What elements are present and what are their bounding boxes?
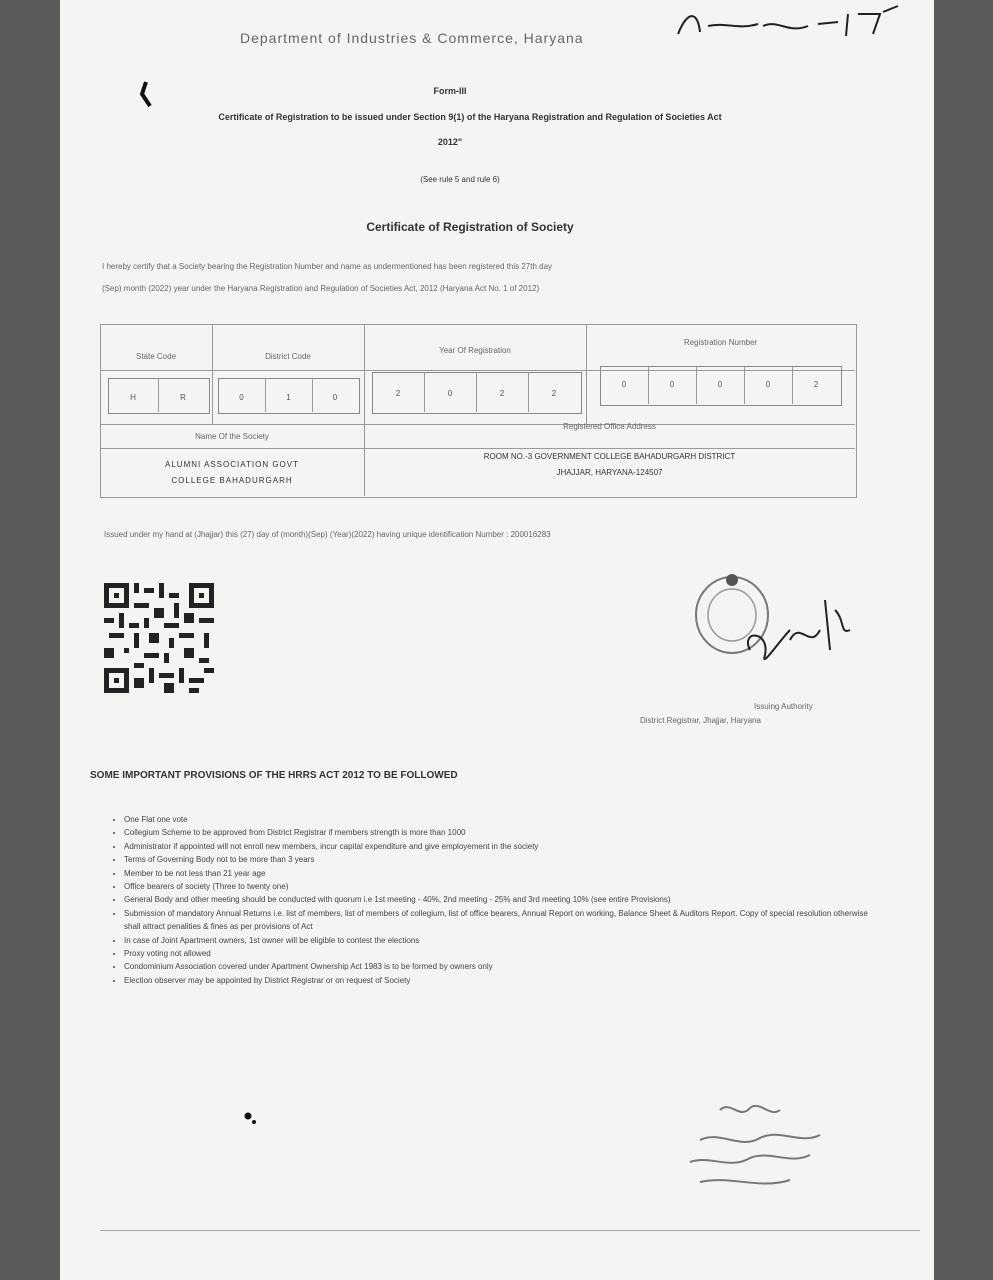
list-item: • One Flat one vote	[124, 813, 884, 826]
issued-line: Issued under my hand at (Jhajjar) this (27) day of (month)(Sep) (Year)(2022) having unique identification Number : 200016283	[104, 530, 551, 539]
office-address-line1: ROOM NO.-3 GOVERNMENT COLLEGE BAHADURGARH DISTRICT	[483, 452, 736, 461]
department-header: Department of Industries & Commerce, Haryana	[240, 30, 584, 46]
issuing-authority-role: Issuing Authority	[754, 702, 813, 711]
ink-mark-icon	[136, 80, 156, 110]
year-digit: 2	[395, 389, 401, 398]
certificate-section-title-line1: Certificate of Registration to be issued under Section 9(1) of the Haryana Registration and Regulation of Societies Act	[218, 112, 722, 122]
society-name-label: Name Of the Society	[195, 432, 269, 441]
list-item: • Submission of mandatory Annual Returns i.e. list of members, list of members of collegium, list of office bearers, Annual Report on working, Balance Sheet & Auditors Report. Copy of special resolution otherwise shall attract penalities & fines as per provisions of Act	[124, 907, 884, 934]
year-header: Year Of Registration	[439, 346, 511, 355]
list-item: • Office bearers of society (Three to twenty one)	[124, 880, 884, 893]
list-item: • Member to be not less than 21 year age	[124, 867, 884, 880]
office-address-line2: JHAJJAR, HARYANA-124507	[556, 468, 663, 477]
year-digit: 0	[447, 389, 453, 398]
reg-digit: 2	[813, 380, 819, 389]
state-code-header: State Code	[135, 352, 177, 361]
main-title: Certificate of Registration of Society	[366, 220, 574, 234]
intro-line-1: I hereby certify that a Society bearing the Registration Number and name as undermentioned has been registered this 27th day	[102, 262, 553, 271]
list-item: • Administrator if appointed will not enroll new members, incur capital expenditure and give employement in the society	[124, 840, 884, 853]
list-item: • Condominium Association covered under Apartment Ownership Act 1983 is to be formed by owners only	[124, 960, 884, 973]
list-item: • General Body and other meeting should be conducted with quorum i.e 1st meeting - 40%, 2nd meeting - 25% and 3rd meeting 10% (see entire Provisions)	[124, 893, 884, 906]
provisions-list	[110, 813, 884, 987]
registration-number-header: Registration Number	[683, 338, 758, 347]
office-address-label: Registered Office Address	[563, 422, 656, 431]
district-digit: 1	[286, 393, 291, 402]
list-item: • Proxy voting not allowed	[124, 947, 884, 960]
state-digit: H	[130, 393, 136, 402]
reg-digit: 0	[717, 380, 723, 389]
year-digit: 2	[499, 389, 505, 398]
reg-digit: 0	[669, 380, 675, 389]
intro-line-2: (Sep) month (2022) year under the Haryana Registration and Regulation of Societies Act, 2012 (Haryana Act No. 1 of 2012)	[102, 284, 540, 293]
list-item: • Terms of Governing Body not to be more than 3 years	[124, 853, 884, 866]
official-seal-and-signature	[680, 560, 860, 670]
district-digit: 0	[239, 393, 244, 402]
handwritten-annotation	[668, 4, 908, 44]
society-name-line2: COLLEGE BAHADURGARH	[171, 476, 293, 485]
society-name-line1: ALUMNI ASSOCIATION GOVT	[165, 460, 299, 469]
bottom-signature	[670, 1100, 870, 1200]
form-number: Form-III	[433, 86, 467, 96]
year-digit: 2	[551, 389, 557, 398]
rules-reference: (See rule 5 and rule 6)	[420, 175, 500, 184]
list-item: • Collegium Scheme to be approved from District Registrar if members strength is more than 1000	[124, 826, 884, 839]
ink-dot-icon	[240, 1108, 260, 1128]
issuing-authority-name: District Registrar, Jhajjar, Haryana	[640, 716, 761, 725]
provisions-title: SOME IMPORTANT PROVISIONS OF THE HRRS ACT 2012 TO BE FOLLOWED	[90, 770, 458, 781]
district-digit: 0	[332, 393, 338, 402]
reg-digit: 0	[621, 380, 627, 389]
qr-code-icon	[104, 582, 214, 694]
district-code-header: District Code	[265, 352, 311, 361]
state-digit: R	[180, 393, 186, 402]
list-item: • In case of Joint Apartment owners, 1st owner will be eligible to contest the elections	[124, 934, 884, 947]
certificate-section-title-line2: 2012"	[437, 137, 463, 147]
list-item: • Election observer may be appointed by District Registrar or on request of Society	[124, 974, 884, 987]
reg-digit: 0	[765, 380, 771, 389]
